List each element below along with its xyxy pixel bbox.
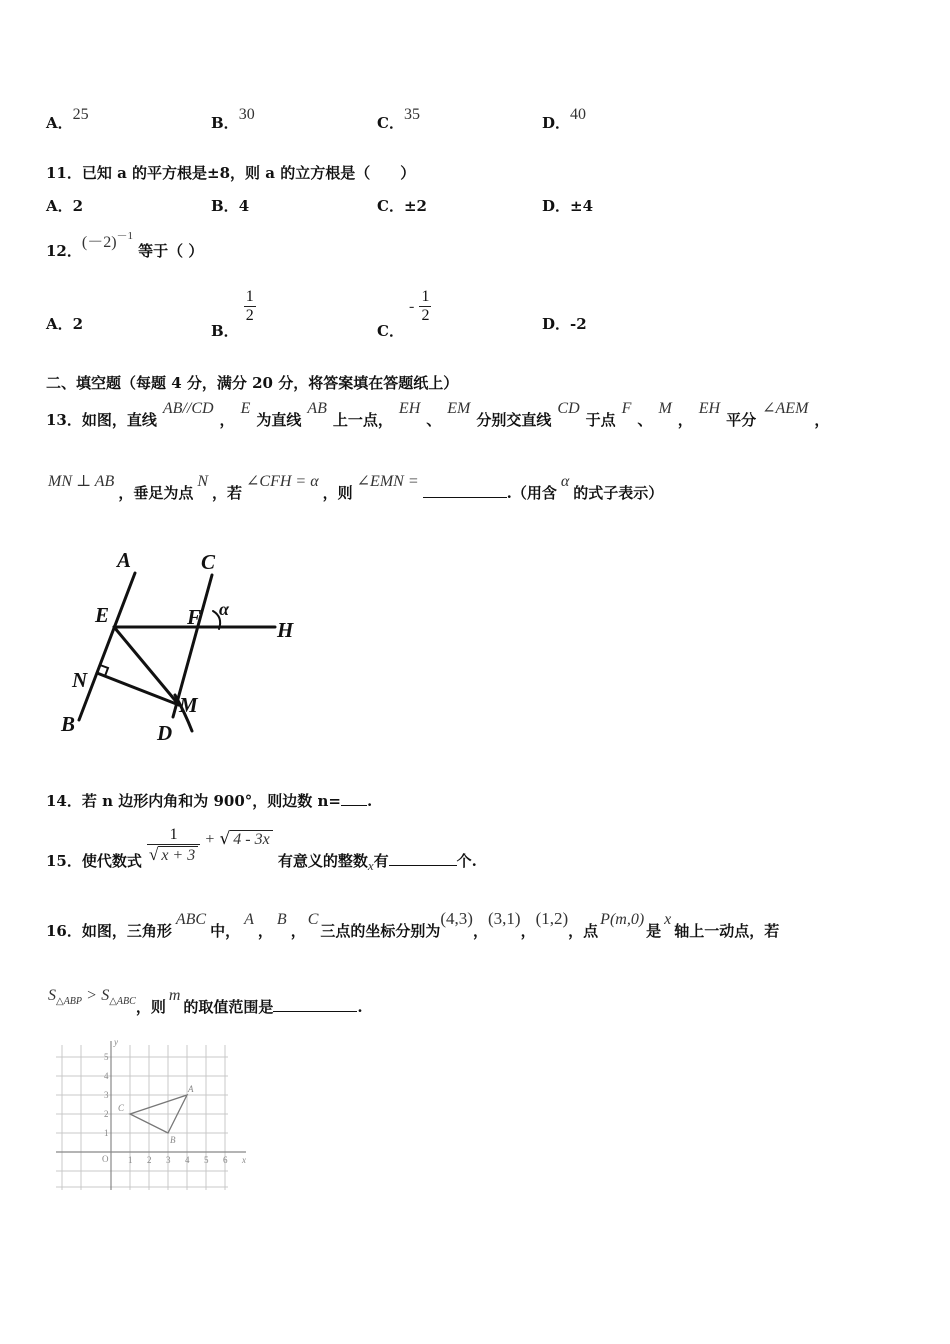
q13-line-2: MN ⊥ AB，垂足为点N，若∠CFH = α，则∠EMN =.（用含α的式子表示） [48,473,664,502]
label-a: A [117,548,132,572]
q15-radical: √ 4 - 3x [219,829,272,848]
point-b-label: B [170,1135,176,1145]
q12-option-d: D．-2 [542,315,587,333]
q14-stem: 14．若 n 边形内角和为 900°，则边数 n= . [46,792,373,810]
q10-option-a: A．25 [46,106,89,132]
fraction-half: $\frac{1}{2}$ [421,288,430,324]
q11-stem: 11．已知 a 的平方根是±8，则 a 的立方根是（ ） [46,164,416,182]
point-c-label: C [118,1103,125,1113]
q12-option-b: B． $\frac{1}{2}$ [211,288,254,340]
q12-option-c: C． - $\frac{1}{2}$ [377,288,430,340]
answer-blank[interactable] [423,483,507,498]
q15-stem: 15．使代数式 $\frac{1}{√ x + 3}$ + √ 4 - 3x 有意义的整数$_x$有 个. [46,826,477,873]
svg-text:x: x [242,1155,246,1165]
q13-line-1: 13．如图，直线AB//CD，E为直线AB上一点，EH、EM分别交直线CD于点F、M，EH平分∠AEM， [46,400,830,429]
label-n: N [72,668,88,692]
q12-option-a: A．2 [46,315,84,333]
label-d: D [157,721,173,745]
svg-text:y: y [114,1037,118,1047]
fraction-half: $\frac{1}{2}$ [245,288,254,324]
svg-text:4: 4 [104,1071,109,1081]
label-f: F [187,605,202,629]
svg-text:2: 2 [147,1155,152,1165]
svg-text:3: 3 [104,1090,109,1100]
answer-blank[interactable] [273,997,357,1012]
svg-text:1: 1 [128,1155,133,1165]
q16-line-2: $S_{\triangle ABP} > S_{\triangle ABC}$，则m的取值范围是 . [48,987,363,1016]
origin-label: O [102,1154,109,1164]
q16-line-1: 16．如图，三角形ABC中，A，B，C三点的坐标分别为(4,3)，(3,1)，(1,2)，点P(m,0)是x轴上一动点，若 [46,909,780,940]
label-alpha: α [219,599,229,619]
line-ab [79,573,135,720]
point-a-label: A [188,1084,194,1094]
svg-text:3: 3 [166,1155,171,1165]
q11-option-a: A．2 [46,197,84,215]
svg-text:6: 6 [223,1155,228,1165]
label-h: H [277,618,294,642]
label-b: B [61,712,76,736]
q11-option-b: B．4 [211,197,250,215]
svg-text:4: 4 [185,1155,190,1165]
answer-blank[interactable] [389,851,457,866]
svg-text:5: 5 [104,1052,109,1062]
svg-text:5: 5 [204,1155,209,1165]
answer-blank[interactable] [341,791,367,806]
q15-fraction: $\frac{1}{√ x + 3}$ [147,826,200,865]
q10-option-d: D．40 [542,106,587,132]
q16-grid-figure [48,1035,253,1195]
q10-option-c: C．35 [377,106,420,132]
q11-option-d: D．±4 [542,197,594,215]
svg-text:2: 2 [104,1109,109,1119]
svg-text:1: 1 [104,1128,109,1138]
q11-option-c: C．±2 [377,197,427,215]
q12-stem: 12．$(-2)^{-1}$ 等于（ ） [46,230,204,260]
label-e: E [95,603,110,627]
section-2-heading: 二、填空题（每题 4 分，满分 20 分，将答案填在答题纸上） [46,374,459,392]
label-c: C [201,550,216,574]
q10-option-b: B．30 [211,106,255,132]
label-m: M [179,693,198,717]
q13-figure [55,545,305,745]
